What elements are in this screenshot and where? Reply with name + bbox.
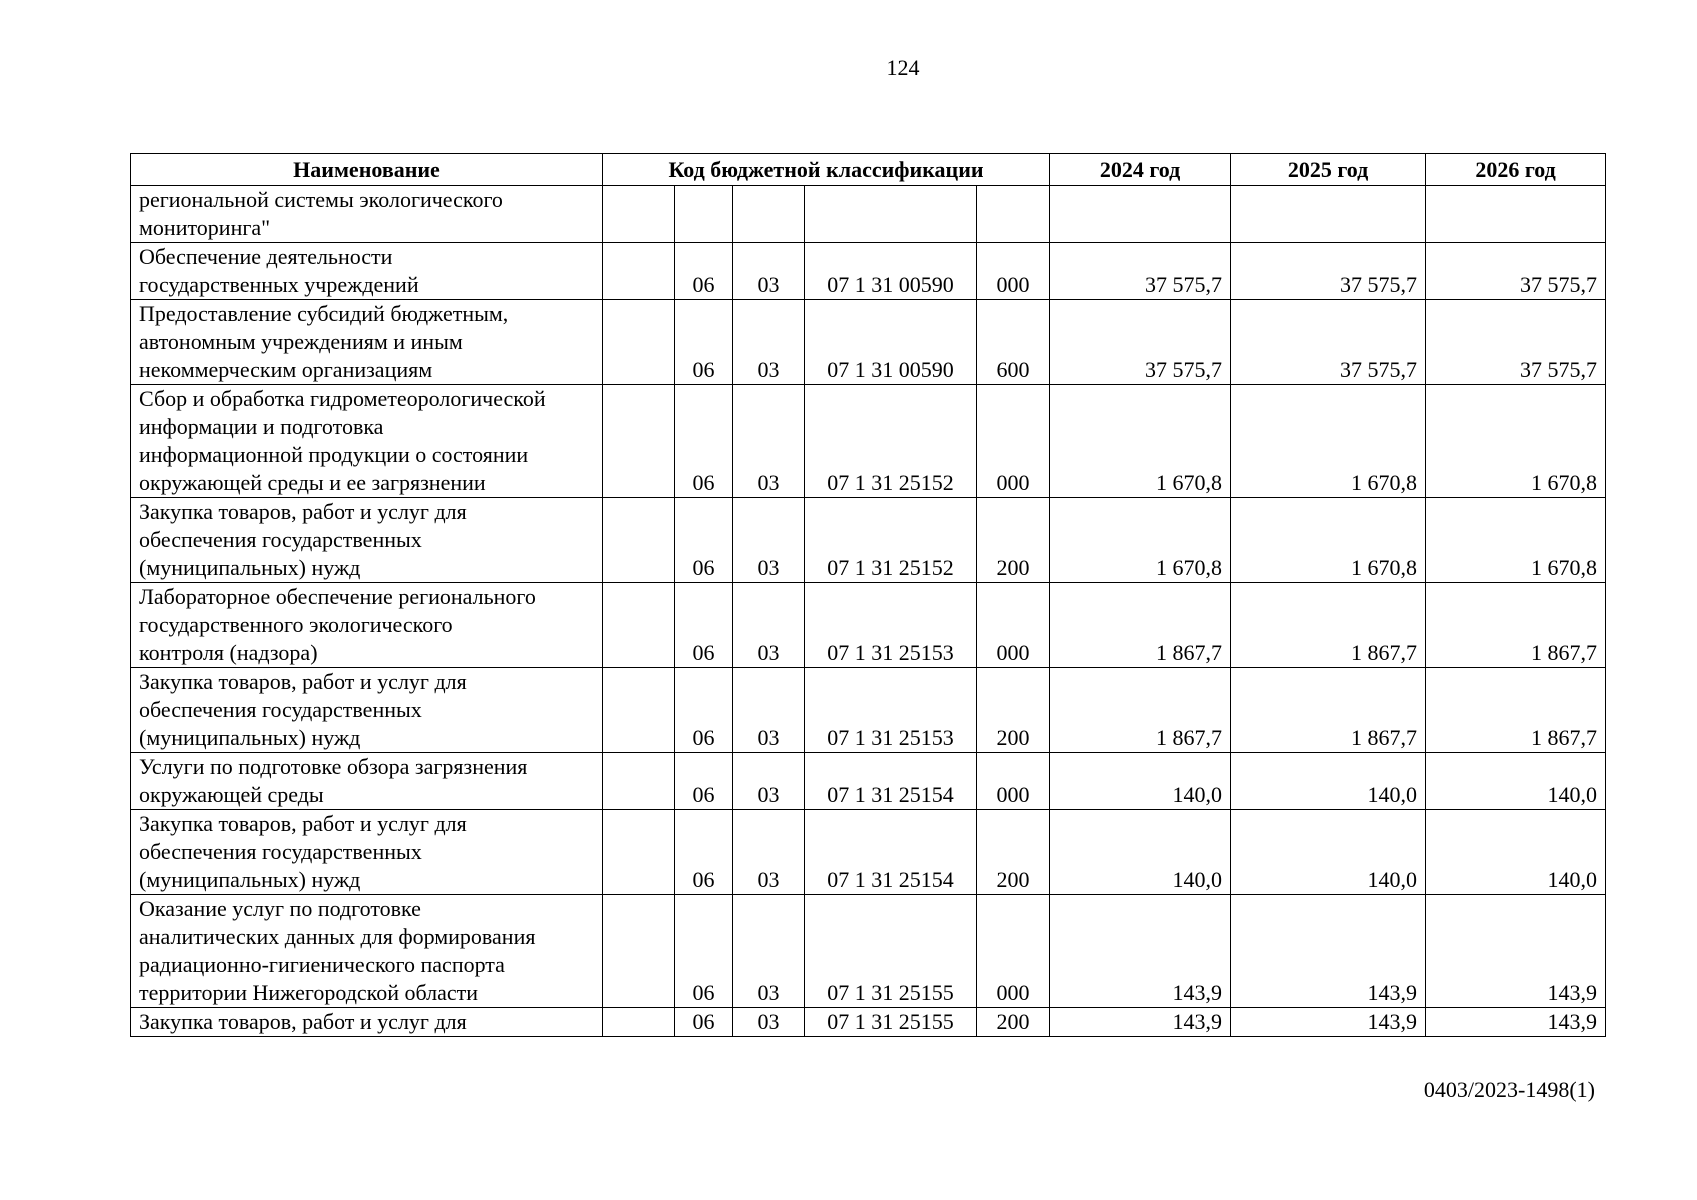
row-section-code: 06 [675, 753, 733, 810]
row-subsection-code: 03 [733, 583, 805, 668]
row-expense-type-code: 200 [977, 668, 1050, 753]
row-blank-cell [603, 385, 675, 498]
row-value-2025: 143,9 [1231, 1008, 1426, 1037]
row-section-code: 06 [675, 895, 733, 1008]
table-row [131, 753, 1606, 810]
row-subsection-code: 03 [733, 243, 805, 300]
row-name-line: некоммерческим организациям [139, 357, 433, 382]
row-target-code: 07 1 31 25152 [805, 498, 977, 583]
row-section-code: 06 [675, 1008, 733, 1037]
row-target-code: 07 1 31 00590 [805, 300, 977, 385]
row-blank-cell [603, 186, 675, 243]
row-value-2026: 140,0 [1426, 810, 1606, 895]
row-value-2025: 1 670,8 [1231, 498, 1426, 583]
row-name-line: государственного экологического [139, 612, 453, 637]
table-row [131, 186, 1606, 243]
row-value-2024: 37 575,7 [1050, 300, 1231, 385]
row-section-code: 06 [675, 810, 733, 895]
row-name-line: радиационно-гигиенического паспорта [139, 952, 505, 977]
row-value-2025 [1231, 186, 1426, 243]
row-section-code: 06 [675, 668, 733, 753]
row-section-code [675, 186, 733, 243]
row-subsection-code: 03 [733, 810, 805, 895]
row-value-2025: 140,0 [1231, 753, 1426, 810]
row-blank-cell [603, 243, 675, 300]
row-value-2024: 1 867,7 [1050, 668, 1231, 753]
row-value-2026: 1 670,8 [1426, 498, 1606, 583]
table-row [131, 895, 1606, 1008]
header-code: Код бюджетной классификации [603, 154, 1050, 186]
row-expense-type-code: 200 [977, 810, 1050, 895]
row-name [131, 583, 603, 668]
row-name-line: информации и подготовка [139, 414, 384, 439]
row-name-line: (муниципальных) нужд [139, 555, 361, 580]
row-name-line: окружающей среды [139, 782, 324, 807]
table-header-row [131, 154, 1606, 186]
row-name-line: Предоставление субсидий бюджетным, [139, 301, 509, 326]
row-target-code: 07 1 31 25152 [805, 385, 977, 498]
row-name-line: Лабораторное обеспечение регионального [139, 584, 536, 609]
row-section-code: 06 [675, 300, 733, 385]
row-expense-type-code: 000 [977, 753, 1050, 810]
row-name-line: Закупка товаров, работ и услуг для [139, 499, 467, 524]
budget-table [130, 153, 1606, 1037]
row-target-code: 07 1 31 00590 [805, 243, 977, 300]
page-number: 124 [886, 55, 920, 80]
row-name-line: Закупка товаров, работ и услуг для [139, 1009, 467, 1034]
row-value-2026: 37 575,7 [1426, 300, 1606, 385]
row-name-line: Обеспечение деятельности [139, 244, 393, 269]
row-target-code: 07 1 31 25154 [805, 810, 977, 895]
row-name [131, 668, 603, 753]
row-name [131, 1008, 603, 1037]
row-value-2024: 37 575,7 [1050, 243, 1231, 300]
table-row [131, 243, 1606, 300]
row-name-line: Оказание услуг по подготовке [139, 896, 421, 921]
row-blank-cell [603, 668, 675, 753]
table-row [131, 668, 1606, 753]
row-subsection-code: 03 [733, 498, 805, 583]
table-row [131, 810, 1606, 895]
row-name-line: обеспечения государственных [139, 839, 422, 864]
row-name-line: аналитических данных для формирования [139, 924, 536, 949]
row-name-line: региональной системы экологического [139, 187, 503, 212]
row-expense-type-code [977, 186, 1050, 243]
row-value-2024: 140,0 [1050, 810, 1231, 895]
row-section-code: 06 [675, 498, 733, 583]
row-expense-type-code: 000 [977, 243, 1050, 300]
row-value-2024 [1050, 186, 1231, 243]
row-subsection-code: 03 [733, 668, 805, 753]
row-blank-cell [603, 810, 675, 895]
row-value-2025: 140,0 [1231, 810, 1426, 895]
table-row [131, 583, 1606, 668]
row-value-2026: 143,9 [1426, 895, 1606, 1008]
row-name-line: Сбор и обработка гидрометеорологической [139, 386, 546, 411]
row-value-2024: 143,9 [1050, 895, 1231, 1008]
row-value-2024: 143,9 [1050, 1008, 1231, 1037]
row-blank-cell [603, 498, 675, 583]
row-name [131, 300, 603, 385]
row-value-2026: 143,9 [1426, 1008, 1606, 1037]
row-name-line: автономным учреждениям и иным [139, 329, 463, 354]
row-expense-type-code: 000 [977, 583, 1050, 668]
row-value-2026: 37 575,7 [1426, 243, 1606, 300]
row-target-code: 07 1 31 25155 [805, 895, 977, 1008]
row-blank-cell [603, 895, 675, 1008]
row-name-line: мониторинга" [139, 215, 271, 240]
row-name-line: (муниципальных) нужд [139, 867, 361, 892]
row-subsection-code: 03 [733, 385, 805, 498]
document-id: 0403/2023-1498(1) [1423, 1077, 1595, 1102]
row-target-code: 07 1 31 25154 [805, 753, 977, 810]
row-name-line: Услуги по подготовке обзора загрязнения [139, 754, 528, 779]
row-name [131, 186, 603, 243]
row-value-2026: 1 867,7 [1426, 583, 1606, 668]
header-name: Наименование [131, 154, 603, 186]
row-value-2025: 37 575,7 [1231, 300, 1426, 385]
row-blank-cell [603, 1008, 675, 1037]
row-name-line: (муниципальных) нужд [139, 725, 361, 750]
row-value-2024: 1 867,7 [1050, 583, 1231, 668]
row-value-2024: 1 670,8 [1050, 498, 1231, 583]
row-name-line: окружающей среды и ее загрязнении [139, 470, 486, 495]
header-2024: 2024 год [1050, 154, 1231, 186]
table-row [131, 300, 1606, 385]
row-blank-cell [603, 300, 675, 385]
row-section-code: 06 [675, 583, 733, 668]
row-name-line: информационной продукции о состоянии [139, 442, 529, 467]
header-2026: 2026 год [1426, 154, 1606, 186]
table-row [131, 385, 1606, 498]
table-row [131, 498, 1606, 583]
row-value-2025: 1 867,7 [1231, 583, 1426, 668]
row-name-line: Закупка товаров, работ и услуг для [139, 669, 467, 694]
row-name-line: обеспечения государственных [139, 527, 422, 552]
row-name-line: Закупка товаров, работ и услуг для [139, 811, 467, 836]
row-subsection-code: 03 [733, 300, 805, 385]
row-blank-cell [603, 583, 675, 668]
row-value-2026: 1 867,7 [1426, 668, 1606, 753]
row-section-code: 06 [675, 385, 733, 498]
row-subsection-code [733, 186, 805, 243]
row-value-2025: 143,9 [1231, 895, 1426, 1008]
row-expense-type-code: 200 [977, 498, 1050, 583]
row-value-2024: 1 670,8 [1050, 385, 1231, 498]
table-row [131, 1008, 1606, 1037]
row-section-code: 06 [675, 243, 733, 300]
row-value-2026 [1426, 186, 1606, 243]
row-subsection-code: 03 [733, 753, 805, 810]
row-expense-type-code: 000 [977, 385, 1050, 498]
row-target-code: 07 1 31 25155 [805, 1008, 977, 1037]
row-expense-type-code: 200 [977, 1008, 1050, 1037]
row-value-2025: 1 670,8 [1231, 385, 1426, 498]
row-name-line: обеспечения государственных [139, 697, 422, 722]
row-name-line: контроля (надзора) [139, 640, 318, 665]
row-target-code [805, 186, 977, 243]
row-blank-cell [603, 753, 675, 810]
row-value-2024: 140,0 [1050, 753, 1231, 810]
row-value-2026: 1 670,8 [1426, 385, 1606, 498]
row-name [131, 498, 603, 583]
row-expense-type-code: 000 [977, 895, 1050, 1008]
row-value-2025: 1 867,7 [1231, 668, 1426, 753]
row-name-line: государственных учреждений [139, 272, 419, 297]
row-value-2025: 37 575,7 [1231, 243, 1426, 300]
row-name [131, 243, 603, 300]
row-target-code: 07 1 31 25153 [805, 583, 977, 668]
row-subsection-code: 03 [733, 1008, 805, 1037]
row-name-line: территории Нижегородской области [139, 980, 479, 1005]
header-2025: 2025 год [1231, 154, 1426, 186]
row-name [131, 385, 603, 498]
row-target-code: 07 1 31 25153 [805, 668, 977, 753]
row-value-2026: 140,0 [1426, 753, 1606, 810]
row-subsection-code: 03 [733, 895, 805, 1008]
row-name [131, 810, 603, 895]
row-name [131, 895, 603, 1008]
row-name [131, 753, 603, 810]
row-expense-type-code: 600 [977, 300, 1050, 385]
